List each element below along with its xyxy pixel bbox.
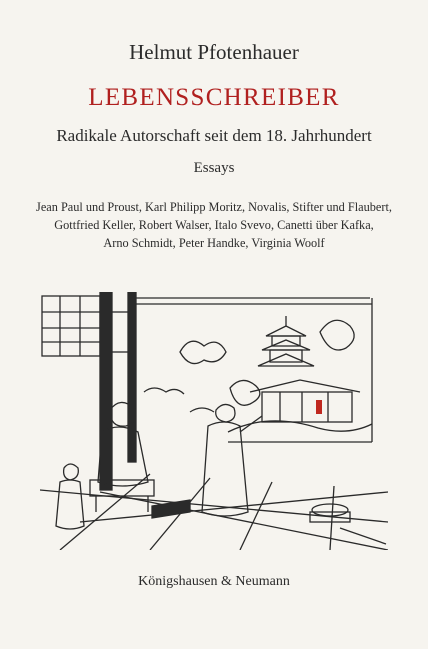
book-title: LEBENSSCHREIBER bbox=[88, 84, 340, 111]
author-name: Helmut Pfotenhauer bbox=[129, 40, 299, 64]
subjects-line: Jean Paul und Proust, Karl Philipp Moritz, Novalis, Stifter und Flaubert, bbox=[36, 200, 392, 214]
genre-label: Essays bbox=[193, 160, 235, 176]
woodcut-scene-icon bbox=[40, 292, 388, 550]
subjects-line: Gottfried Keller, Robert Walser, Italo Svevo, Canetti über Kafka, bbox=[54, 218, 374, 232]
publisher-name: Königshausen & Neumann bbox=[138, 574, 290, 589]
subjects-line: Arno Schmidt, Peter Handke, Virginia Woolf bbox=[103, 236, 325, 250]
book-subtitle: Radikale Autorschaft seit dem 18. Jahrhundert bbox=[56, 126, 372, 145]
subjects-list bbox=[22, 198, 406, 252]
